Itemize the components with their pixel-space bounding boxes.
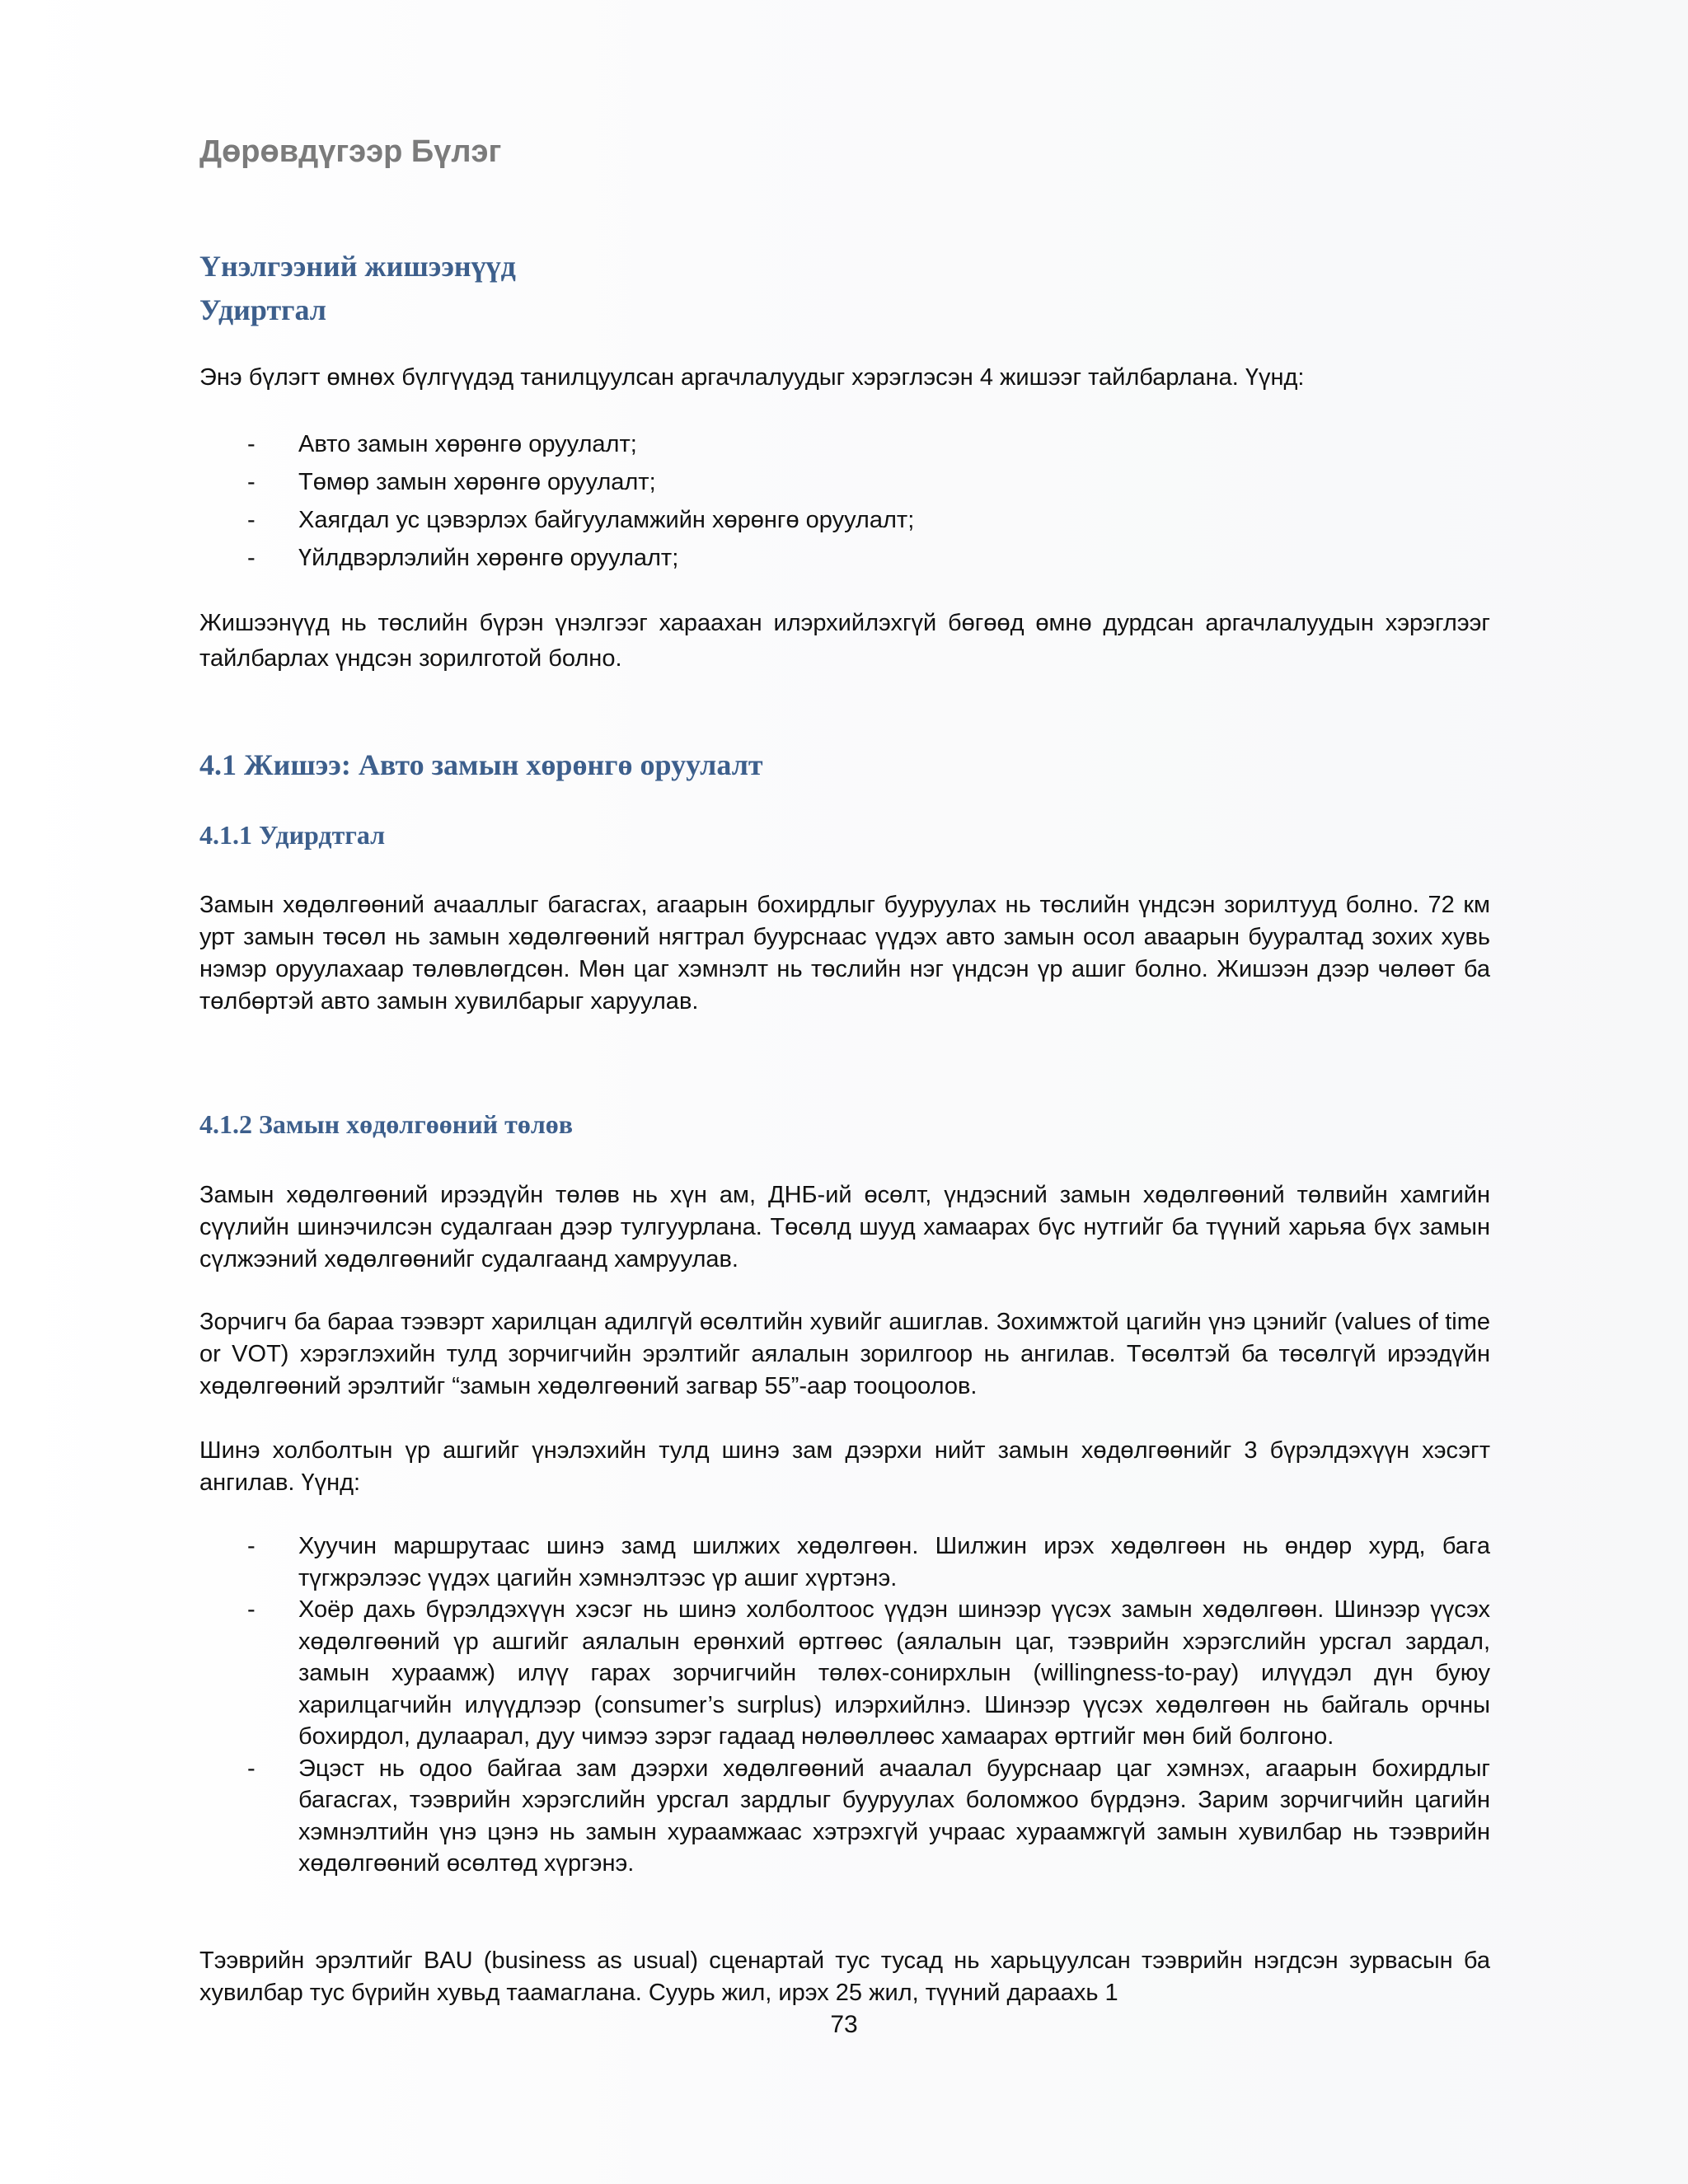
list-item-text: Хаягдал ус цэвэрлэх байгууламжийн хөрөнгө оруулалт; [298,507,915,533]
list-item [199,1530,1490,1594]
list-item [199,463,1490,501]
list-item-text: Эцэст нь одоо байгаа зам дээрхи хөдөлгөөний ачаалал буурснаар цаг хэмнэх, агаарын бохирдлыг багасгах, тээврийн хэрэгслийн урсгал зардлыг бууруулах боломжоо бүрдэнэ. Зарим зорчигчийн цагийн хэмнэлтийн үнэ цэнэ нь замын хураамжаас хэтрэхгүй учраас хураамжгүй замын хувилбар нь тээврийн хөдөлгөөний өсөлтөд хүргэнэ. [298,1755,1490,1877]
bullet-dash: - [247,545,256,571]
bullet-dash: - [247,469,256,495]
intro-paragraph: Энэ бүлэгт өмнөх бүлгүүдэд танилцуулсан аргачлалуудыг хэрэглэсэн 4 жишээг тайлбарлана. Үүнд: [199,364,1305,391]
bullet-dash: - [247,431,256,457]
bullet-dash: - [247,1755,256,1782]
traffic-components-intro: Шинэ холболтын үр ашгийг үнэлэхийн тулд шинэ зам дээрхи нийт замын хөдөлгөөнийг 3 бүрэлдэхүүн хэсэгт ангилав. Үүнд: [199,1437,1490,1496]
list-item-text: Хуучин маршрутаас шинэ замд шилжих хөдөлгөөн. Шилжин ирэх хөдөлгөөн нь өндөр хурд, бага түгжрэлээс үүдэх цагийн хэмнэлтээс үр ашиг хүртэнэ. [298,1533,1490,1591]
list-item [199,501,1490,539]
bullet-dash: - [247,1596,256,1623]
list-item-text: Хоёр дахь бүрэлдэхүүн хэсэг нь шинэ холболтоос үүдэн шинээр үүсэх замын хөдөлгөөн. Шинээр үүсэх хөдөлгөөний үр ашгийг аялалын ерөнхий өртгөөс (аялалын цаг, тээврийн хэрэгслийн урсгал зардал, замын хураамж) илүү гарах зорчигчийн төлөх-сонирхлын (willingness-to-pay) илүүдэл дүн буюу харилцагчийн илүүдлээр (consumer’s surplus) илэрхийлнэ. Шинээр үүсэх хөдөлгөөн нь байгаль орчны бохирдол, дулаарал, дуу чимээ зэрэг гадаад нөлөөллөөс хамаарах өртгийг мөн бий болгоно. [298,1596,1490,1750]
list-item-text: Төмөр замын хөрөнгө оруулалт; [298,469,656,495]
section-4-1-1-heading: 4.1.1 Удирдтгал [199,820,386,850]
section-4-1-2-heading: 4.1.2 Замын хөдөлгөөний төлөв [199,1109,574,1139]
bullet-dash: - [247,507,256,533]
section-4-1-1-paragraph: Замын хөдөлгөөний ачааллыг багасгах, агаарын бохирдлыг бууруулах нь төслийн үндсэн зорилтууд болно. 72 км урт замын төсөл нь замын хөдөлгөөний нягтрал буурснаас үүдэх авто замын осол аваарын бууралтад зохих хувь нэмэр оруулахаар төлөвлөгдсөн. Мөн цаг хэмнэлт нь төслийн нэг үндсэн үр ашиг болно. Жишээн дээр чөлөөт ба төлбөртэй авто замын хувилбарыг харуулав. [199,892,1490,1015]
list-item-text: Авто замын хөрөнгө оруулалт; [298,431,637,457]
page-number: 73 [830,2011,858,2038]
intro-heading: Удиртгал [199,293,327,326]
demand-forecast-paragraph: Тээврийн эрэлтийг BAU (business as usual) сценартай тус тусад нь харьцуулсан тээврийн нэгдсэн зурвасын ба хувилбар тус бүрийн хувьд таамаглана. Суурь жил, ирэх 25 жил, түүний дараахь 1 [199,1947,1490,2006]
section-4-1-heading: 4.1 Жишээ: Авто замын хөрөнгө оруулалт [199,748,763,781]
chapter-title: Дөрөвдүгээр Бүлэг [199,134,502,169]
examples-note: Жишээнүүд нь төслийн бүрэн үнэлгээг хараахан илэрхийлэхгүй бөгөөд өмнө дурдсан аргачлалуудын хэрэглээг тайлбарлах үндсэн зорилготой болно. [199,610,1490,672]
list-item [199,1594,1490,1753]
list-item [199,539,1490,577]
list-item [199,425,1490,463]
intro-list [199,425,1490,577]
growth-rates-paragraph: Зорчигч ба бараа тээвэрт харилцан адилгүй өсөлтийн хувийг ашиглав. Зохимжтой цагийн үнэ цэнийг (values of time or VOT) хэрэглэхийн тулд зорчигчийн эрэлтийг аялалын зорилгоор нь ангилав. Төсөлтэй ба төсөлгүй ирээдүйн хөдөлгөөний эрэлтийг “замын хөдөлгөөний загвар 55”-аар тооцоолов. [199,1309,1490,1399]
traffic-components-list [199,1530,1490,1880]
examples-heading: Үнэлгээний жишээнүүд [199,250,516,283]
traffic-forecast-paragraph: Замын хөдөлгөөний ирээдүйн төлөв нь хүн ам, ДНБ-ий өсөлт, үндэсний замын хөдөлгөөний төлвийн хамгийн сүүлийн шинэчилсэн судалгаан дээр тулгуурлана. Төсөлд шууд хамаарах бүс нутгийг ба түүний харьяа бүх замын сүлжээний хөдөлгөөнийг судалгаанд хамруулав. [199,1182,1490,1272]
list-item-text: Үйлдвэрлэлийн хөрөнгө оруулалт; [298,545,679,571]
bullet-dash: - [247,1533,256,1559]
list-item [199,1753,1490,1880]
